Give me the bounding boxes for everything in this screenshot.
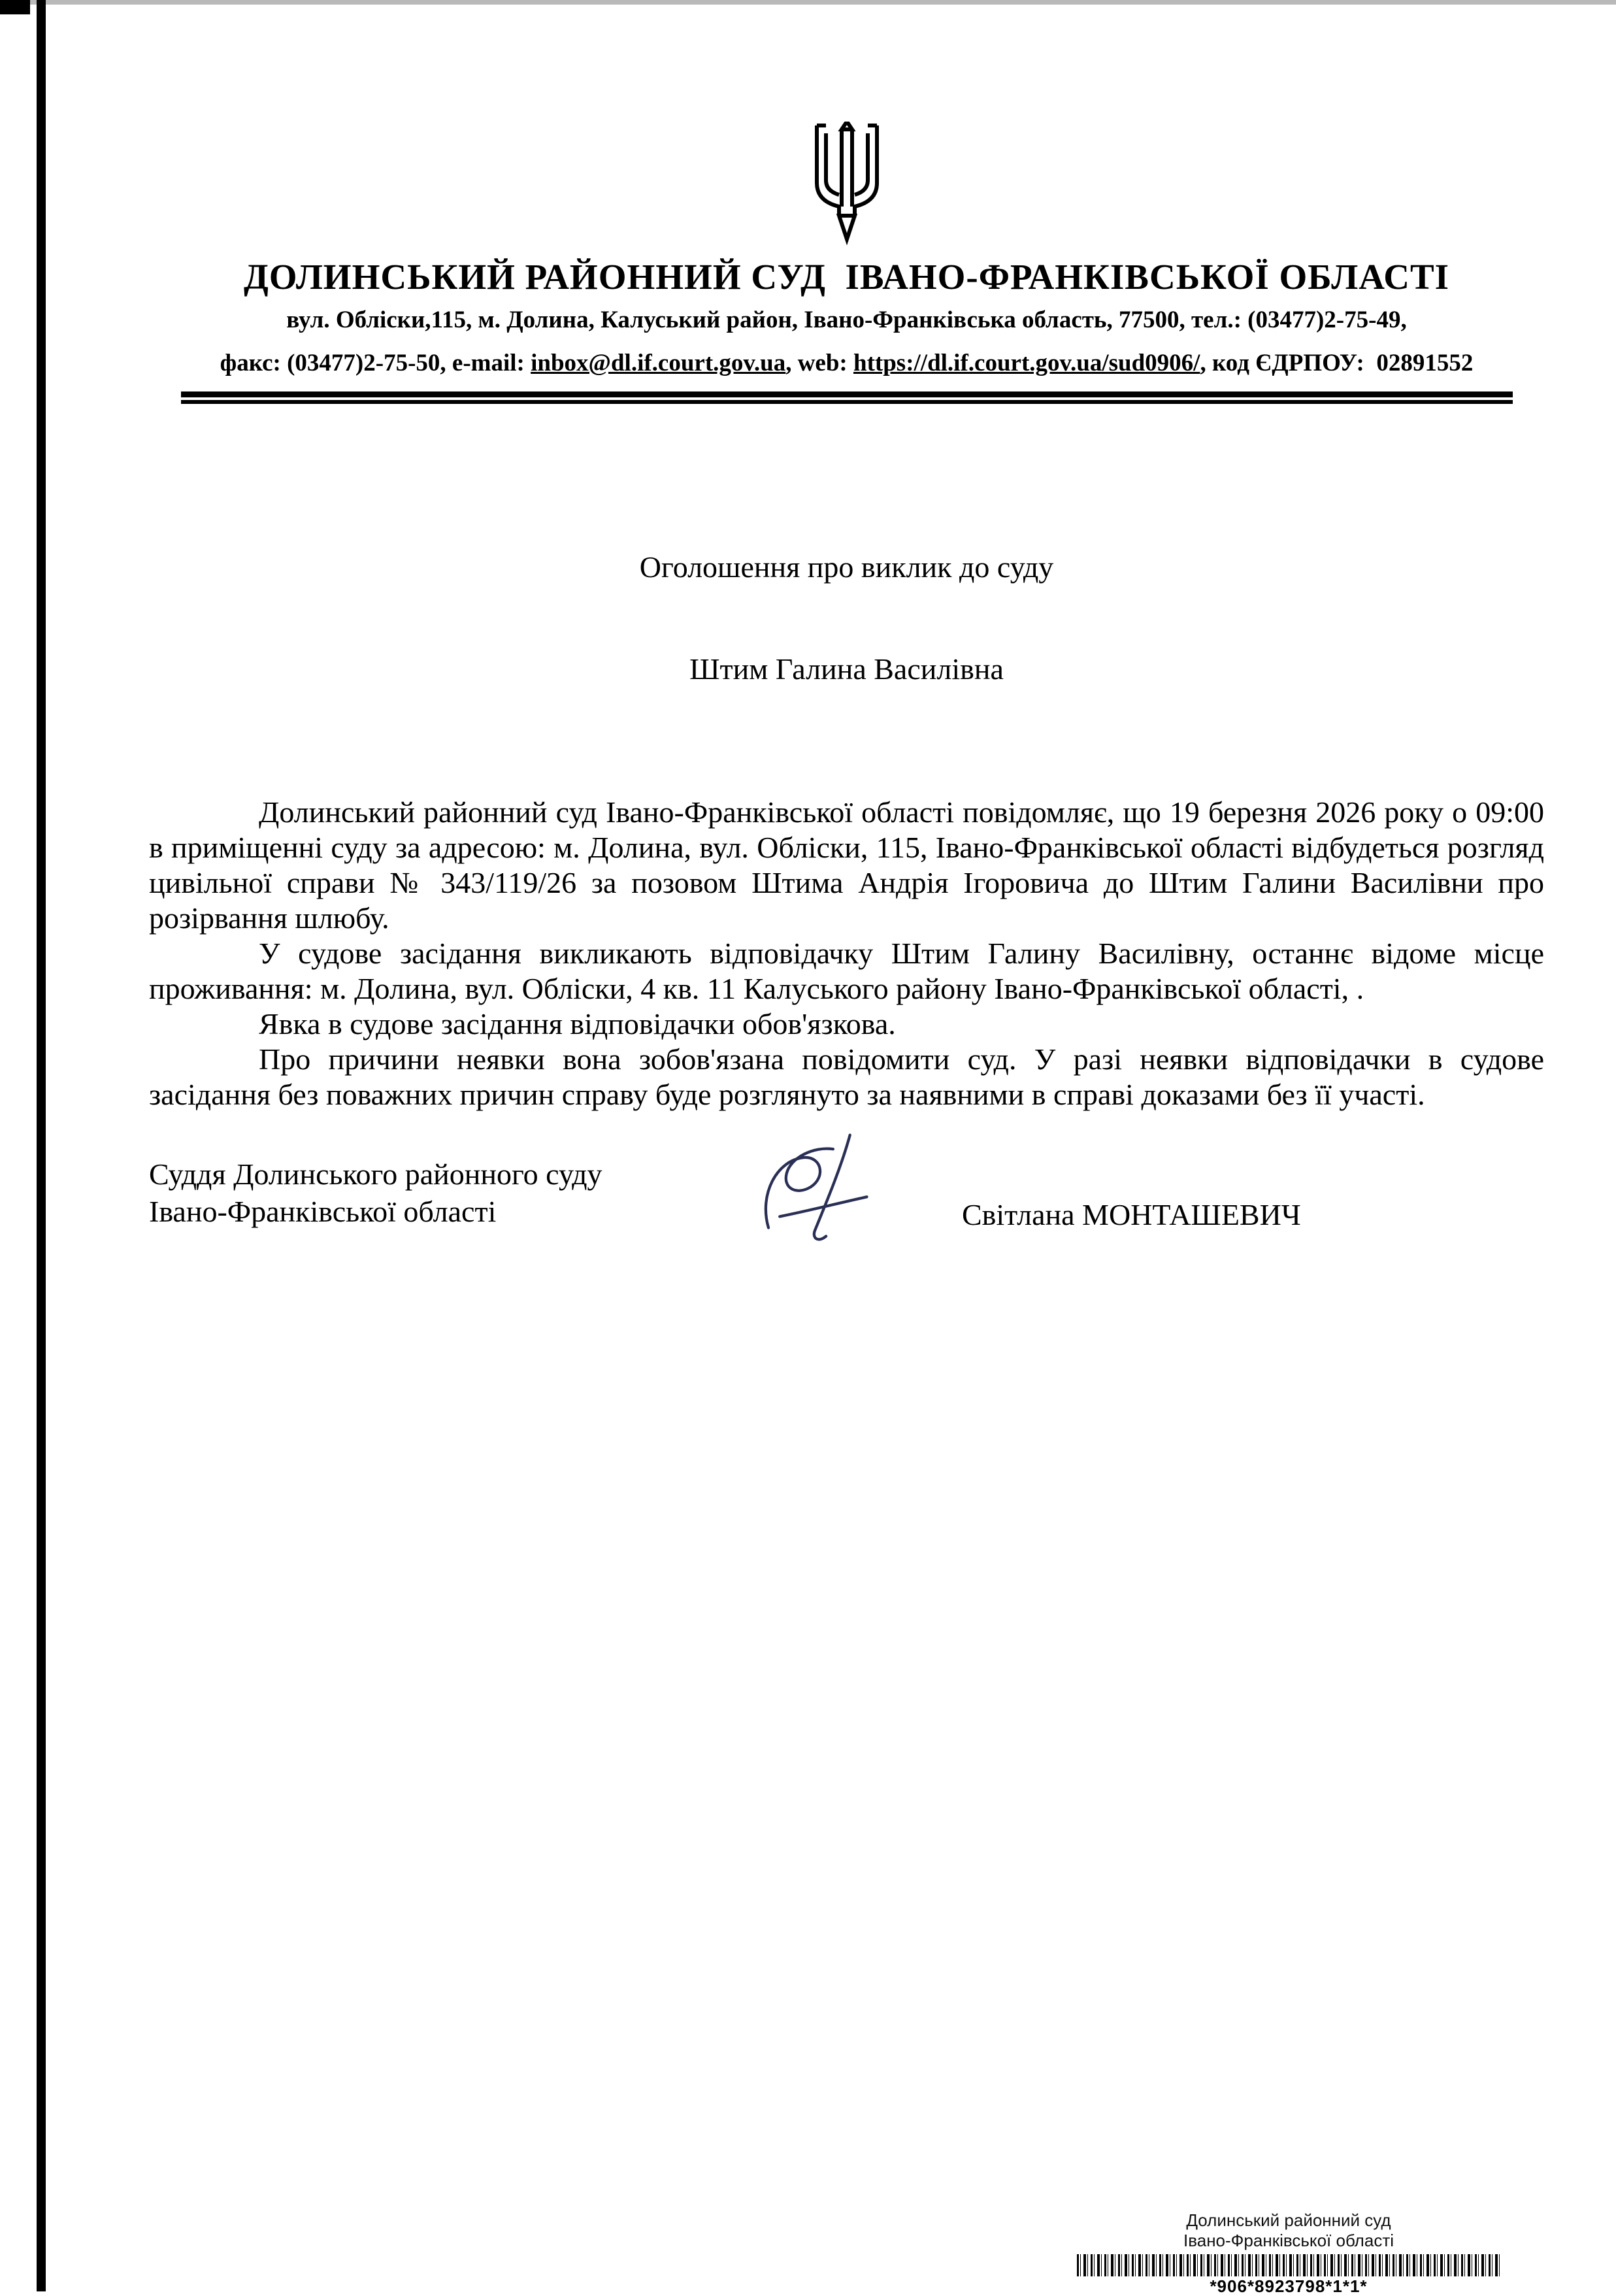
scan-corner-artifact (0, 0, 30, 14)
email-link: inbox@dl.if.court.gov.ua (531, 350, 786, 376)
body-paragraph: У судове засідання викликають відповідачку Штим Галину Василівну, останнє відоме місце проживання: м. Долина, вул. Обліски, 4 кв. 11 Калуського району Івано-Франківської області, . (149, 937, 1544, 1005)
ukraine-trident-emblem-icon (804, 122, 890, 247)
letterhead-divider (181, 391, 1513, 404)
court-address-line2 (149, 348, 1544, 378)
footer-court-name-line1: Долинський районний суд (1186, 2210, 1391, 2230)
body-paragraph: Про причини неявки вона зобов'язана повідомити суд. У разі неявки відповідачки в судове засідання без поважних причин справу буде розглянуто за наявними в справі доказами без її участі. (149, 1042, 1544, 1111)
footer-court-name-line2: Івано-Франківської області (1183, 2231, 1394, 2250)
judge-name: Світлана МОНТАШЕВИЧ (962, 1198, 1301, 1231)
edrpou-label: , код ЄДРПОУ: 02891552 (1200, 350, 1474, 376)
document-content (149, 0, 1544, 1325)
body-paragraph: Явка в судове засідання відповідачки обов'язкова. (259, 1007, 896, 1040)
website-link: https://dl.if.court.gov.ua/sud0906/ (853, 350, 1200, 376)
fax-label: факс: (03477)2-75-50, e-mail: (220, 350, 531, 376)
barcode (1077, 2254, 1500, 2276)
scan-left-edge-line (37, 0, 46, 2291)
title-line-2: Штим Галина Василівна (689, 652, 1004, 686)
court-address-line1: вул. Обліски,115, м. Долина, Калуський район, Івано-Франківська область, 77500, тел.: (03477)2-75-49, (286, 307, 1407, 333)
signature-block (149, 1156, 1544, 1325)
body-paragraph: Долинський районний суд Івано-Франківської області повідомляє, що 19 березня 2026 року о 09:00 в приміщенні суду за адресою: м. Долина, вул. Обліски, 115, Івано-Франківської області відбудеться розгляд цивільної справи № 343/119/26 за позовом Штима Андрія Ігоровича до Штим Галини Василівни про розірвання шлюбу. (149, 795, 1544, 935)
web-label: , web: (785, 350, 853, 376)
title-line-1: Оголошення про виклик до суду (639, 550, 1054, 584)
barcode-text: *906*8923798*1*1* (1210, 2276, 1368, 2296)
judge-role-line1: Суддя Долинського районного суду (149, 1157, 602, 1191)
document-title (149, 482, 1544, 754)
document-footer (1077, 2210, 1500, 2296)
court-name: ДОЛИНСЬКИЙ РАЙОННИЙ СУД ІВАНО-ФРАНКІВСЬКОЇ ОБЛАСТІ (243, 257, 1450, 297)
letterhead (149, 0, 1544, 404)
judge-role-line2: Івано-Франківської області (149, 1195, 497, 1228)
handwritten-signature (740, 1126, 881, 1254)
document-body (149, 795, 1544, 1112)
